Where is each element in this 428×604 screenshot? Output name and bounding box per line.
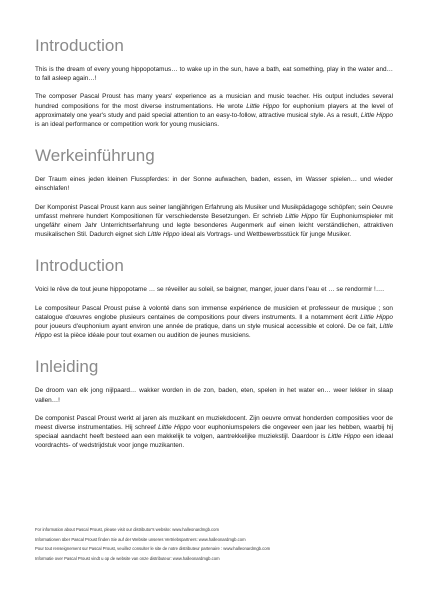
intro-paragraph: De droom van elk jong nijlpaard… wakker worden in de zon, baden, eten, spelen in het water en… weer lekker in slaap vallen…! [35, 387, 393, 404]
section-dutch [35, 357, 393, 450]
section-german [35, 146, 393, 239]
section-heading: Werkeinführung [35, 146, 155, 166]
section-heading: Introduction [35, 36, 124, 55]
footer-line: Informatie over Pascal Proust vindt u op de website van onze distributeur: www.halleonardmgb.com [35, 555, 220, 561]
work-title: Little Hippo [35, 323, 393, 340]
composer-paragraph: De componist Pascal Proust werkt al jaren als muzikant en muziekdocent. Zijn oeuvre omvat honderden composities voor de meest diverse instrumentaties. Hij schreef Little Hippo voor euphoniumspelers die ongeveer een jaar les hebben, waarbij hij speciaal aandacht heeft besteed aan een makkelijk te volgen, aantrekkelijke muziekstijl. Daardoor is Little Hippo een ideaal voordrachts- of wedstrijdstuk voor jonge muzikanten. [35, 414, 393, 450]
section-heading: Inleiding [35, 357, 99, 377]
work-title: Little Hippo [360, 111, 393, 119]
footer-line: Informationen über Pascal Proust finden Sie auf der Website unseres Vertriebspartners: www.halleonardmgb.com [35, 536, 246, 542]
work-title: Little Hippo [158, 424, 191, 432]
work-title: Little Hippo [360, 313, 393, 321]
work-title: Little Hippo [147, 231, 180, 239]
distributor-footer [35, 525, 393, 563]
intro-paragraph: Voici le rêve de tout jeune hippopotame … se réveiller au soleil, se baigner, manger, jouer dans l'eau et … se rendormir !…. [35, 286, 384, 294]
intro-paragraph: This is the dream of every young hippopotamus… to wake up in the sun, have a bath, eat something, play in the water and… to fall asleep again…! [35, 66, 393, 83]
composer-paragraph: The composer Pascal Proust has many years' experience as a musician and music teacher. His output includes several hundred compositions for the most diverse instrumentations. He wrote Little Hippo for euphonium players at the level of approximately one year's study and paid special attention to an easy-to-follow, attractive musical style. As a result, Little Hippo is an ideal performance or competition work for young musicians. [35, 93, 394, 129]
footer-line: Pour tout renseignement sur Pascal Proust, veuillez consulter le site de notre distributeur partenaire : www.halleonardmgb.com [35, 546, 271, 551]
footer-line: For information about Pascal Proust, please visit our distributor's website: www.halleonardmgb.com [35, 527, 219, 532]
work-title: Little Hippo [246, 102, 280, 110]
work-title: Little Hippo [285, 212, 318, 220]
section-heading: Introduction [35, 256, 124, 276]
section-english [35, 36, 393, 129]
work-title: Little Hippo [327, 433, 361, 441]
intro-paragraph: Der Traum eines jeden kleinen Flusspferdes: in der Sonne aufwachen, baden, essen, im Wasser spielen… und wieder einschlafen! [35, 176, 393, 193]
composer-paragraph: Le compositeur Pascal Proust puise à volonté dans son immense expérience de musicien et professeur de musique ; son catalogue d'œuvres englobe plusieurs centaines de compositions pour divers instruments. Il a notamment écrit Little Hippo pour joueurs d'euphonium ayant environ une année de pratique, dans un style musical accessible et coloré. De ce fait, Little Hippo est la pièce idéale pour tout examen ou audition de jeunes musiciens. [35, 304, 393, 340]
composer-paragraph: Der Komponist Pascal Proust kann aus seiner langjährigen Erfahrung als Musiker und Musikpädagoge schöpfen; sein Oeuvre umfasst mehrere hundert Kompositionen für verschiedenste Besetzungen. Er schrieb Little Hippo für Euphoniumspieler mit ungefähr einem Jahr Unterrichtserfahrung und legte besonderes Augenmerk auf einen leicht verständlichen, attraktiven musikalischen Stil. Dadurch eignet sich Little Hippo ideal als Vortrags- und Wettbewerbsstück für junge Musiker. [35, 203, 393, 239]
section-french [35, 256, 393, 340]
